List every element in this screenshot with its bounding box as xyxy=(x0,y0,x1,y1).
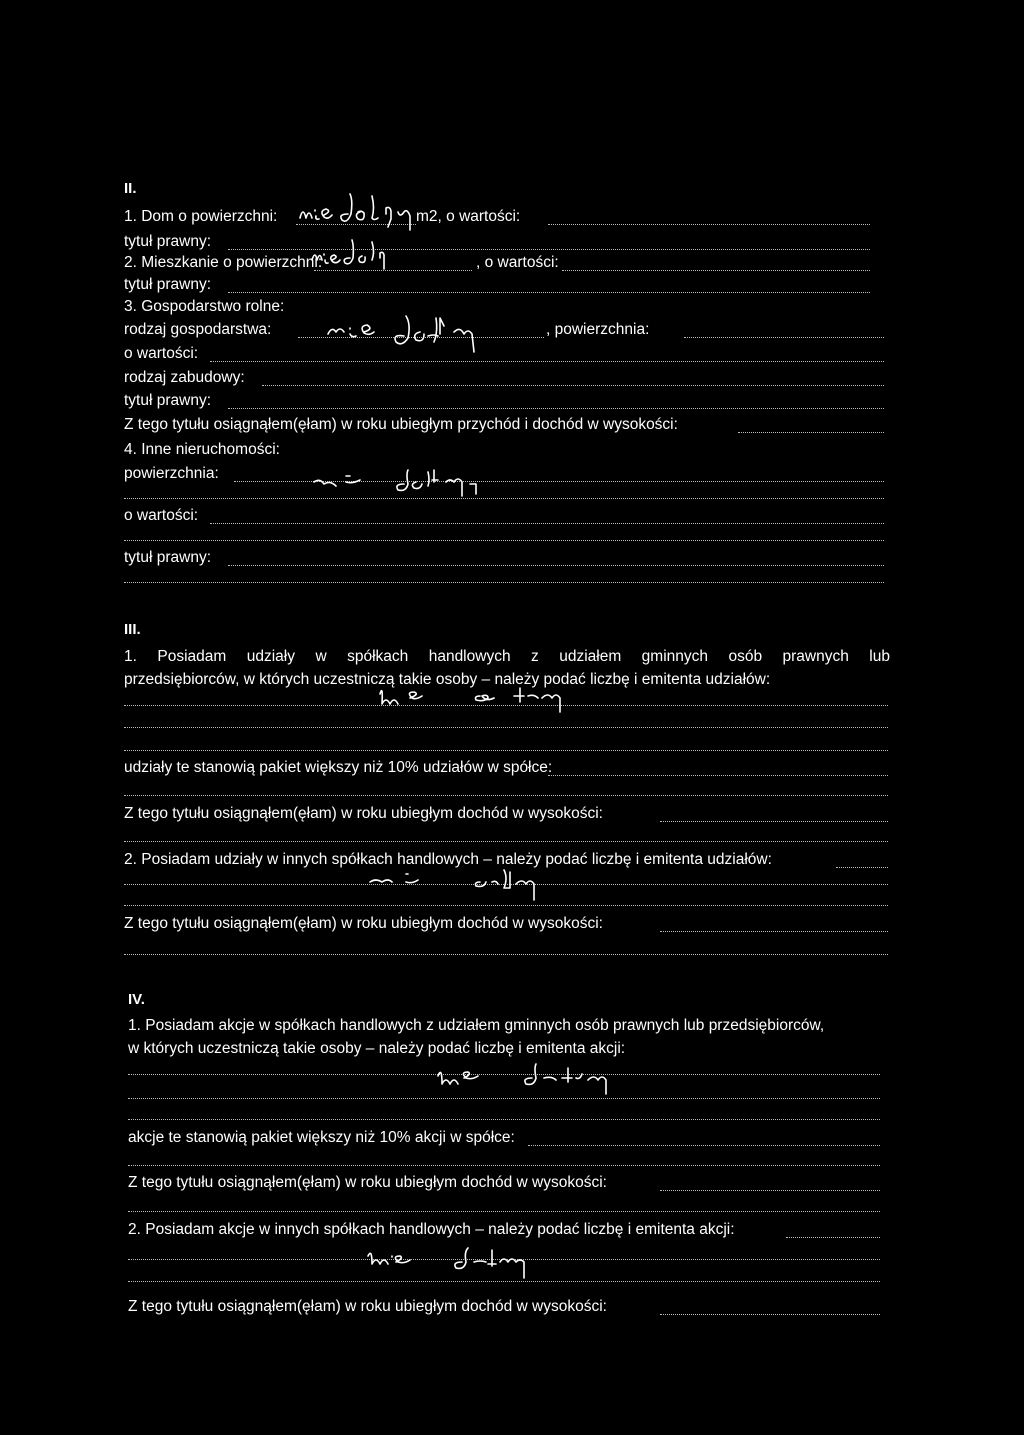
other-property-label: 4. Inne nieruchomości: xyxy=(124,441,280,458)
farm-title-field[interactable] xyxy=(228,408,884,409)
stocks-para-1-line-1: 1. Posiadam akcje w spółkach handlowych z udziałem gminnych osób prawnych lub przedsiębiorców, xyxy=(128,1017,825,1034)
other-shares-income-label: Z tego tytułu osiągnąłem(ęłam) w roku ubiegłym dochód w wysokości: xyxy=(124,915,603,932)
handwriting-nie-dotyczy-2 xyxy=(310,236,430,276)
other-title-field[interactable] xyxy=(228,565,884,566)
other-value-field-2[interactable] xyxy=(124,540,884,541)
apartment-area-label: 2. Mieszkanie o powierzchni: xyxy=(124,254,323,271)
apartment-value-label: , o wartości: xyxy=(476,254,559,271)
farm-label: 3. Gospodarstwo rolne: xyxy=(124,298,285,315)
farm-building-label: rodzaj zabudowy: xyxy=(124,369,245,386)
house-value-label: m2, o wartości: xyxy=(416,208,521,225)
other-stocks-field[interactable] xyxy=(786,1237,880,1238)
stocks-income-label: Z tego tytułu osiągnąłem(ęłam) w roku ubiegłym dochód w wysokości: xyxy=(128,1174,607,1191)
stocks-income-field-2[interactable] xyxy=(128,1211,880,1212)
farm-building-field[interactable] xyxy=(262,385,884,386)
other-shares-field[interactable] xyxy=(836,867,888,868)
apartment-title-label: tytuł prawny: xyxy=(124,276,212,293)
house-title-label: tytuł prawny: xyxy=(124,233,212,250)
other-area-field-2[interactable] xyxy=(124,498,884,499)
shares-over-10-field-2[interactable] xyxy=(124,795,888,796)
shares-issuer-field-3[interactable] xyxy=(124,750,888,751)
other-value-field[interactable] xyxy=(210,523,884,524)
stocks-issuer-field-2[interactable] xyxy=(128,1098,880,1099)
handwriting-nie-dotyczy-4 xyxy=(310,462,520,498)
farm-area-field[interactable] xyxy=(684,337,884,338)
apartment-value-field[interactable] xyxy=(562,270,870,271)
farm-value-field[interactable] xyxy=(210,361,884,362)
other-title-field-2[interactable] xyxy=(124,582,884,583)
other-stocks-income-field[interactable] xyxy=(660,1314,880,1315)
section-ii-heading: II. xyxy=(124,180,137,197)
farm-income-field[interactable] xyxy=(738,432,884,433)
farm-title-label: tytuł prawny: xyxy=(124,392,212,409)
shares-para-1-line-2: przedsiębiorców, w których uczestniczą takie osoby – należy podać liczbę i emitenta udziałów: xyxy=(124,671,771,688)
other-shares-income-field[interactable] xyxy=(660,931,888,932)
shares-income-field[interactable] xyxy=(660,821,888,822)
handwriting-nie-dotyczy-6 xyxy=(366,862,616,904)
other-area-label: powierzchnia: xyxy=(124,465,219,482)
farm-type-label: rodzaj gospodarstwa: xyxy=(124,321,272,338)
other-stocks-label: 2. Posiadam akcje w innych spółkach handlowych – należy podać liczbę i emitenta akcji: xyxy=(128,1221,735,1238)
shares-income-label: Z tego tytułu osiągnąłem(ęłam) w roku ubiegłym dochód w wysokości: xyxy=(124,805,603,822)
shares-para-1-line-1: 1. Posiadam udziały w spółkach handlowych z udziałem gminnych osób prawnych lub xyxy=(124,648,890,665)
stocks-para-1-line-2: w których uczestniczą takie osoby – należy podać liczbę i emitenta akcji: xyxy=(128,1040,626,1057)
handwriting-nie-dotyczy-3 xyxy=(324,310,514,356)
shares-over-10-label: udziały te stanowią pakiet większy niż 10% udziałów w spółce: xyxy=(124,759,553,776)
stocks-income-field[interactable] xyxy=(660,1190,880,1191)
shares-over-10-field[interactable] xyxy=(548,775,888,776)
other-title-label: tytuł prawny: xyxy=(124,549,212,566)
section-iii-heading: III. xyxy=(124,621,141,638)
other-stocks-income-label: Z tego tytułu osiągnąłem(ęłam) w roku ubiegłym dochód w wysokości: xyxy=(128,1298,607,1315)
handwriting-nie-dotyczy-8 xyxy=(366,1240,606,1282)
other-shares-label: 2. Posiadam udziały w innych spółkach handlowych – należy podać liczbę i emitenta udziałów: xyxy=(124,851,772,868)
section-iv-heading: IV. xyxy=(128,991,145,1008)
other-shares-income-field-2[interactable] xyxy=(124,954,888,955)
stocks-over-10-field-2[interactable] xyxy=(128,1165,880,1166)
handwriting-nie-dotyczy-7 xyxy=(436,1058,686,1098)
farm-income-label: Z tego tytułu osiągnąłem(ęłam) w roku ubiegłym przychód i dochód w wysokości: xyxy=(124,416,678,433)
farm-area-label: , powierzchnia: xyxy=(546,321,650,338)
shares-income-field-2[interactable] xyxy=(124,841,888,842)
stocks-over-10-label: akcje te stanowią pakiet większy niż 10% akcji w spółce: xyxy=(128,1129,515,1146)
other-shares-field-3[interactable] xyxy=(124,905,888,906)
stocks-issuer-field-3[interactable] xyxy=(128,1119,880,1120)
handwriting-nie-dotyczy-5 xyxy=(378,676,638,716)
apartment-title-field[interactable] xyxy=(228,292,870,293)
handwriting-nie-dotyczy-1 xyxy=(298,188,458,230)
house-value-field[interactable] xyxy=(548,224,870,225)
shares-issuer-field-2[interactable] xyxy=(124,727,888,728)
farm-value-label: o wartości: xyxy=(124,345,199,362)
stocks-over-10-field[interactable] xyxy=(528,1145,880,1146)
house-area-label: 1. Dom o powierzchni: xyxy=(124,208,278,225)
other-value-label: o wartości: xyxy=(124,507,199,524)
